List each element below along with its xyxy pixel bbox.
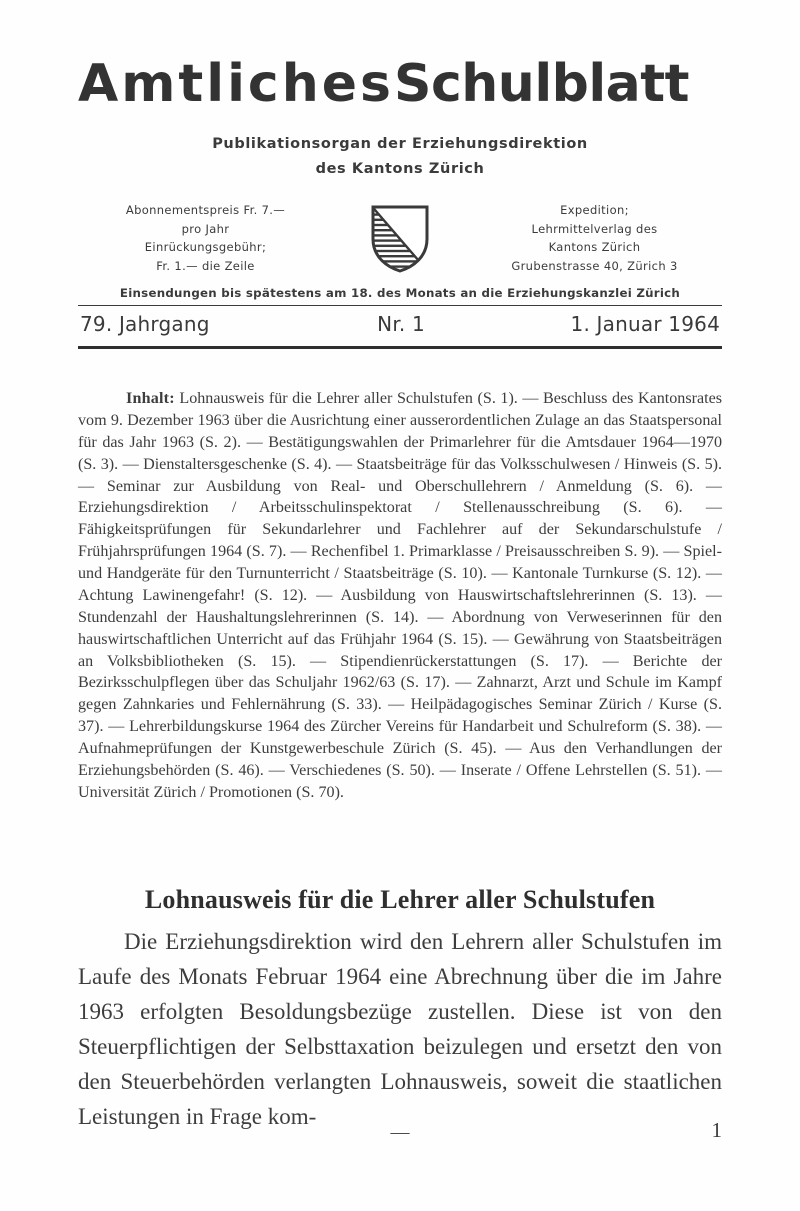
contents-text: Lohnausweis für die Lehrer aller Schulstufen (S. 1). — Beschluss des Kantonsrates vom 9. Dezember 1963 über die Ausrichtung einer ausserordentlichen Zulage an das Staatspersonal für das Jahr 1963 (S. 2). — Bestätigungswahlen der Primarlehrer für die Amtsdauer 1964—1970 (S. 3). — Dienstaltersgeschenke (S. 4). — Staatsbeiträge für das Volksschulwesen / Hinweis (S. 5). — Seminar zur Ausbildung von Real- und Oberschullehrern / Anmeldung (S. 6). — Erziehungsdirektion / Arbeitsschulinspektorat / Stellenausschreibung (S. 6). — Fähigkeitsprüfungen für Sekundarlehrer und Fachlehrer auf der Sekundarschulstufe / Frühjahrsprüfungen 1964 (S. 7). — Rechenfibel 1. Primarklasse / Preisausschreiben S. 9). — Spiel- und Handgeräte für den Turnunterricht / Staatsbeiträge (S. 10). — Kantonale Turnkurse (S. 12). — Achtung Lawinengefahr! (S. 12). — Ausbildung von Hauswirtschaftslehrerinnen (S. 13). — Stundenzahl der Haushaltungslehrerinnen (S. 14). — Abordnung von Verweserinnen für den hauswirtschaftlichen Unterricht auf das Frühjahr 1964 (S. 15). — Gewährung von Staatsbeiträgen an Volksbibliotheken (S. 15). — Stipendienrückerstattungen (S. 17). — Berichte der Bezirksschulpflegen über das Schuljahr 1962/63 (S. 17). — Zahnarzt, Arzt und Schule im Kampf gegen Zahnkaries und Fehlernährung (S. 33). — Heilpädagogisches Seminar Zürich / Kurse (S. 37). — Lehrerbildungskurse 1964 des Zürcher Vereins für Handarbeit und Schulreform (S. 38). — Aufnahmeprüfungen der Kunstgewerbeschule Zürich (S. 45). — Aus den Verhandlungen der Erziehungsbehörden (S. 46). — Verschiedenes (S. 50). — Inserate / Offene Lehrstellen (S. 51). — Universität Zürich / Promotionen (S. 70). — [78, 390, 722, 801]
subtitle-line-1: Publikationsorgan der Erziehungsdirektion — [212, 136, 588, 152]
publication-title-part-1: Amtliches — [78, 54, 394, 114]
subscription-info — [78, 201, 333, 276]
issue-line — [78, 306, 722, 340]
masthead — [78, 54, 722, 349]
article-body-text: Die Erziehungsdirektion wird den Lehrern aller Schulstufen im Laufe des Monats Februar 1964 eine Abrechnung über die im Jahre 1963 erfolgten Besoldungsbezüge zustellen. Diese ist von den Steuerpflichtigen der Selbsttaxation beizulegen und ersetzt den von den Steuerbehörden verlangten Lohnausweis, soweit die staatlichen Leistungen in Frage kom- — [78, 929, 722, 1129]
imprint-row — [78, 201, 722, 276]
publication-title — [78, 54, 722, 114]
expedition-line-1: Expedition; — [560, 203, 629, 217]
coat-of-arms-container — [363, 201, 437, 275]
issue-number: Nr. 1 — [377, 311, 425, 336]
publication-title-part-2: Schulblatt — [394, 54, 689, 114]
page-number: 1 — [711, 1118, 722, 1142]
issue-date: 1. Januar 1964 — [570, 311, 720, 336]
subtitle-line-2: des Kantons Zürich — [315, 161, 485, 177]
subscription-line-4: Fr. 1.— die Zeile — [156, 258, 255, 273]
issue-volume: 79. Jahrgang — [80, 311, 210, 336]
divider-rule-bottom — [78, 346, 722, 349]
subscription-line-1: Abonnementspreis Fr. 7.— — [125, 203, 286, 217]
expedition-info — [467, 201, 722, 276]
expedition-line-2: Lehrmittelverlag des — [531, 221, 658, 236]
subscription-line-2: pro Jahr — [181, 221, 230, 236]
table-of-contents — [78, 388, 722, 804]
footer-separator: — — [390, 1122, 410, 1143]
expedition-line-3: Kantons Zürich — [548, 240, 641, 255]
submission-notice: Einsendungen bis spätestens am 18. des Monats an die Erziehungskanzlei Zürich — [119, 285, 681, 300]
subscription-line-3: Einrückungsgebühr; — [144, 240, 267, 255]
publication-subtitle — [78, 136, 722, 177]
contents-label: Inhalt: — [126, 390, 175, 407]
article-headline: Lohnausweis für die Lehrer aller Schulstufen — [144, 885, 656, 915]
zurich-shield-icon — [369, 203, 431, 275]
expedition-line-4: Grubenstrasse 40, Zürich 3 — [511, 258, 678, 273]
